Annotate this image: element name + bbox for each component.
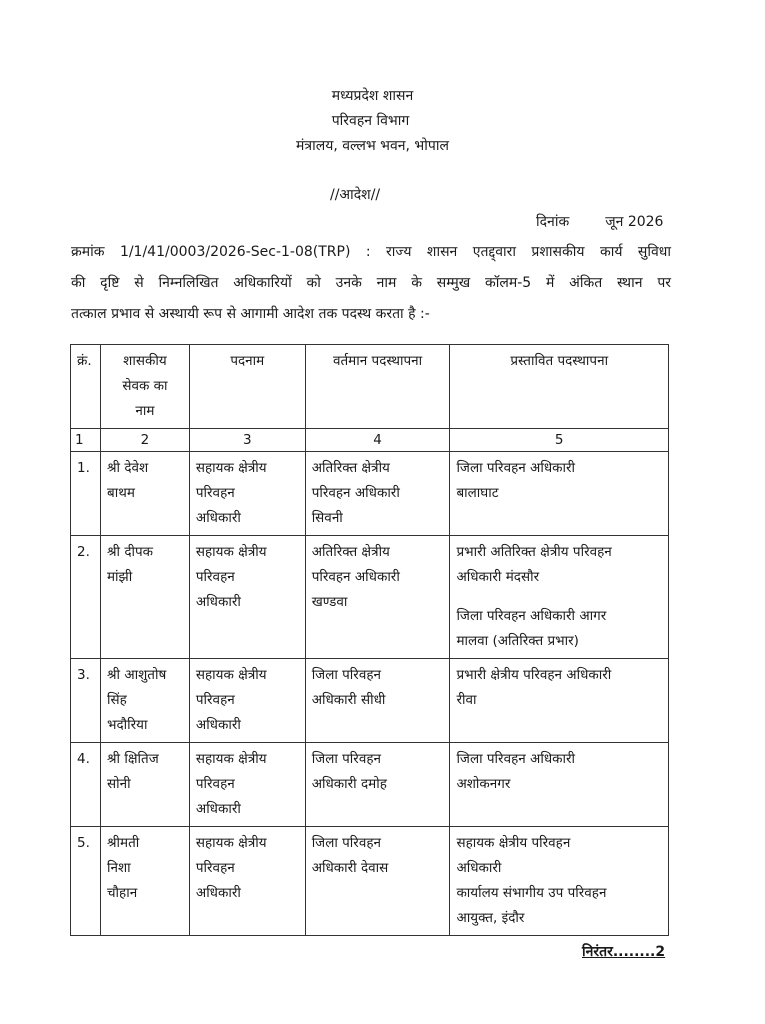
cell-designation [189, 536, 305, 659]
cell-name-line: सिंह [106, 692, 127, 708]
cell-name-line: श्री क्षितिज [106, 751, 159, 767]
cell-designation-line: परिवहन [195, 569, 235, 585]
cell-proposed-posting [450, 536, 669, 659]
cell-current-posting-line: अतिरिक्त क्षेत्रीय [311, 544, 390, 560]
header-name-line: सेवक का [122, 378, 168, 394]
cell-designation-line: परिवहन [195, 776, 235, 792]
column-number: 5 [450, 429, 669, 452]
cell-current-posting-line: जिला परिवहन [311, 667, 381, 683]
header-sno: क्रं. [71, 345, 101, 429]
header-designation: पदनाम [189, 345, 305, 429]
cell-designation [189, 659, 305, 743]
cell-name-line: श्री दीपक [106, 544, 154, 560]
cell-proposed-posting-line: बालाघाट [456, 485, 499, 501]
table-header-row [71, 345, 669, 429]
cell-designation-line: परिवहन [195, 860, 235, 876]
cell-designation-line: अधिकारी [195, 510, 241, 526]
header-address: मंत्रालय, वल्लभ भवन, भोपाल [296, 138, 449, 154]
cell-current-posting-line: अधिकारी सीधी [311, 692, 386, 708]
cell-name [100, 452, 189, 536]
cell-proposed-posting-line: अधिकारी मंदसौर [456, 569, 540, 585]
cell-current-posting-line: परिवहन अधिकारी [311, 569, 400, 585]
cell-proposed-posting-line: जिला परिवहन अधिकारी [456, 751, 576, 767]
cell-name [100, 659, 189, 743]
table-row [71, 659, 669, 743]
cell-proposed-posting-line: प्रभारी क्षेत्रीय परिवहन अधिकारी [456, 667, 612, 683]
table-row [71, 827, 669, 936]
column-number: 4 [305, 429, 450, 452]
column-number: 3 [189, 429, 305, 452]
cell-designation-line: सहायक क्षेत्रीय [195, 835, 267, 851]
cell-proposed-posting-line: रीवा [456, 692, 477, 708]
cell-name-line: श्री आशुतोष [106, 667, 167, 683]
cell-proposed-posting-line: प्रभारी अतिरिक्त क्षेत्रीय परिवहन [456, 544, 612, 560]
header-name-line: नाम [135, 403, 155, 419]
cell-sno: 1. [71, 452, 101, 536]
cell-name-line: श्री देवेश [106, 460, 149, 476]
cell-proposed-posting [450, 743, 669, 827]
cell-name-line: भदौरिया [106, 717, 148, 733]
cell-sno: 3. [71, 659, 101, 743]
cell-designation-line: सहायक क्षेत्रीय [195, 460, 267, 476]
cell-proposed-posting-line: कार्यालय संभागीय उप परिवहन [456, 885, 607, 901]
cell-designation-line: अधिकारी [195, 885, 241, 901]
cell-designation [189, 452, 305, 536]
cell-designation-line: अधिकारी [195, 717, 241, 733]
column-number: 2 [100, 429, 189, 452]
column-number-row [71, 429, 669, 452]
date-label: दिनांक [536, 214, 570, 230]
cell-proposed-posting-line: सहायक क्षेत्रीय परिवहन [456, 835, 571, 851]
cell-current-posting [305, 659, 450, 743]
cell-designation-line: सहायक क्षेत्रीय [195, 667, 267, 683]
cell-name-line: बाथम [106, 485, 135, 501]
cell-name-line: सोनी [106, 776, 131, 792]
cell-designation [189, 827, 305, 936]
cell-current-posting-line: अधिकारी दमोह [311, 776, 387, 792]
cell-current-posting-line: अतिरिक्त क्षेत्रीय [311, 460, 390, 476]
header-proposed-posting: प्रस्तावित पदस्थापना [450, 345, 669, 429]
cell-name-line: मांझी [106, 569, 133, 585]
cell-additional-charge-line: जिला परिवहन अधिकारी आगर [456, 608, 607, 624]
cell-name-line: श्रीमती [106, 835, 140, 851]
cell-name-line: निशा [106, 860, 131, 876]
cell-current-posting-line: सिवनी [311, 510, 343, 526]
cell-current-posting-line: खण्डवा [311, 594, 348, 610]
order-paragraph-line-2: की दृष्टि से निम्नलिखित अधिकारियों को उनके नाम के सम्मुख कॉलम-5 में अंकित स्थान पर [71, 275, 671, 291]
table-row [71, 743, 669, 827]
column-number: 1 [71, 429, 101, 452]
table-row [71, 536, 669, 659]
cell-designation-line: सहायक क्षेत्रीय [195, 544, 267, 560]
cell-sno: 4. [71, 743, 101, 827]
cell-proposed-posting [450, 827, 669, 936]
cell-designation [189, 743, 305, 827]
header-current-posting: वर्तमान पदस्थापना [305, 345, 450, 429]
cell-designation-line: सहायक क्षेत्रीय [195, 751, 267, 767]
cell-designation-line: परिवहन [195, 485, 235, 501]
cell-name-line: चौहान [106, 885, 138, 901]
cell-proposed-posting-line: जिला परिवहन अधिकारी [456, 460, 576, 476]
posting-table [70, 344, 669, 936]
cell-proposed-posting-line: अशोकनगर [456, 776, 511, 792]
cell-designation-line: अधिकारी [195, 594, 241, 610]
cell-sno: 2. [71, 536, 101, 659]
order-paragraph-line-1: क्रमांक 1/1/41/0003/2026-Sec-1-08(TRP) : राज्य शासन एतद्द्वारा प्रशासकीय कार्य सुविधा [71, 244, 671, 260]
header-name-line: शासकीय [123, 353, 167, 369]
cell-sno: 5. [71, 827, 101, 936]
cell-current-posting-line: जिला परिवहन [311, 835, 381, 851]
header-name [100, 345, 189, 429]
cell-proposed-posting [450, 452, 669, 536]
cell-current-posting-line: परिवहन अधिकारी [311, 485, 400, 501]
cell-name [100, 743, 189, 827]
cell-current-posting [305, 827, 450, 936]
cell-current-posting-line: अधिकारी देवास [311, 860, 389, 876]
header-government: मध्यप्रदेश शासन [331, 88, 414, 104]
cell-name [100, 536, 189, 659]
cell-proposed-posting-line: आयुक्त, इंदौर [456, 910, 525, 926]
table-body [71, 452, 669, 936]
order-title: //आदेश// [330, 187, 381, 203]
cell-designation-line: परिवहन [195, 692, 235, 708]
cell-additional-charge-line: मालवा (अतिरिक्त प्रभार) [456, 633, 579, 649]
date-line [536, 212, 663, 231]
cell-proposed-posting-line: अधिकारी [456, 860, 502, 876]
cell-spacer [456, 590, 662, 604]
cell-current-posting [305, 452, 450, 536]
table-row [71, 452, 669, 536]
date-value: जून 2026 [605, 214, 664, 230]
cell-designation-line: अधिकारी [195, 801, 241, 817]
header-department: परिवहन विभाग [331, 113, 410, 129]
cell-current-posting [305, 536, 450, 659]
order-paragraph-line-3: तत्काल प्रभाव से अस्थायी रूप से आगामी आदेश तक पदस्थ करता है :- [71, 306, 430, 322]
cell-name [100, 827, 189, 936]
continued-note: निरंतर........2 [582, 944, 666, 960]
cell-proposed-posting [450, 659, 669, 743]
cell-current-posting [305, 743, 450, 827]
cell-current-posting-line: जिला परिवहन [311, 751, 381, 767]
